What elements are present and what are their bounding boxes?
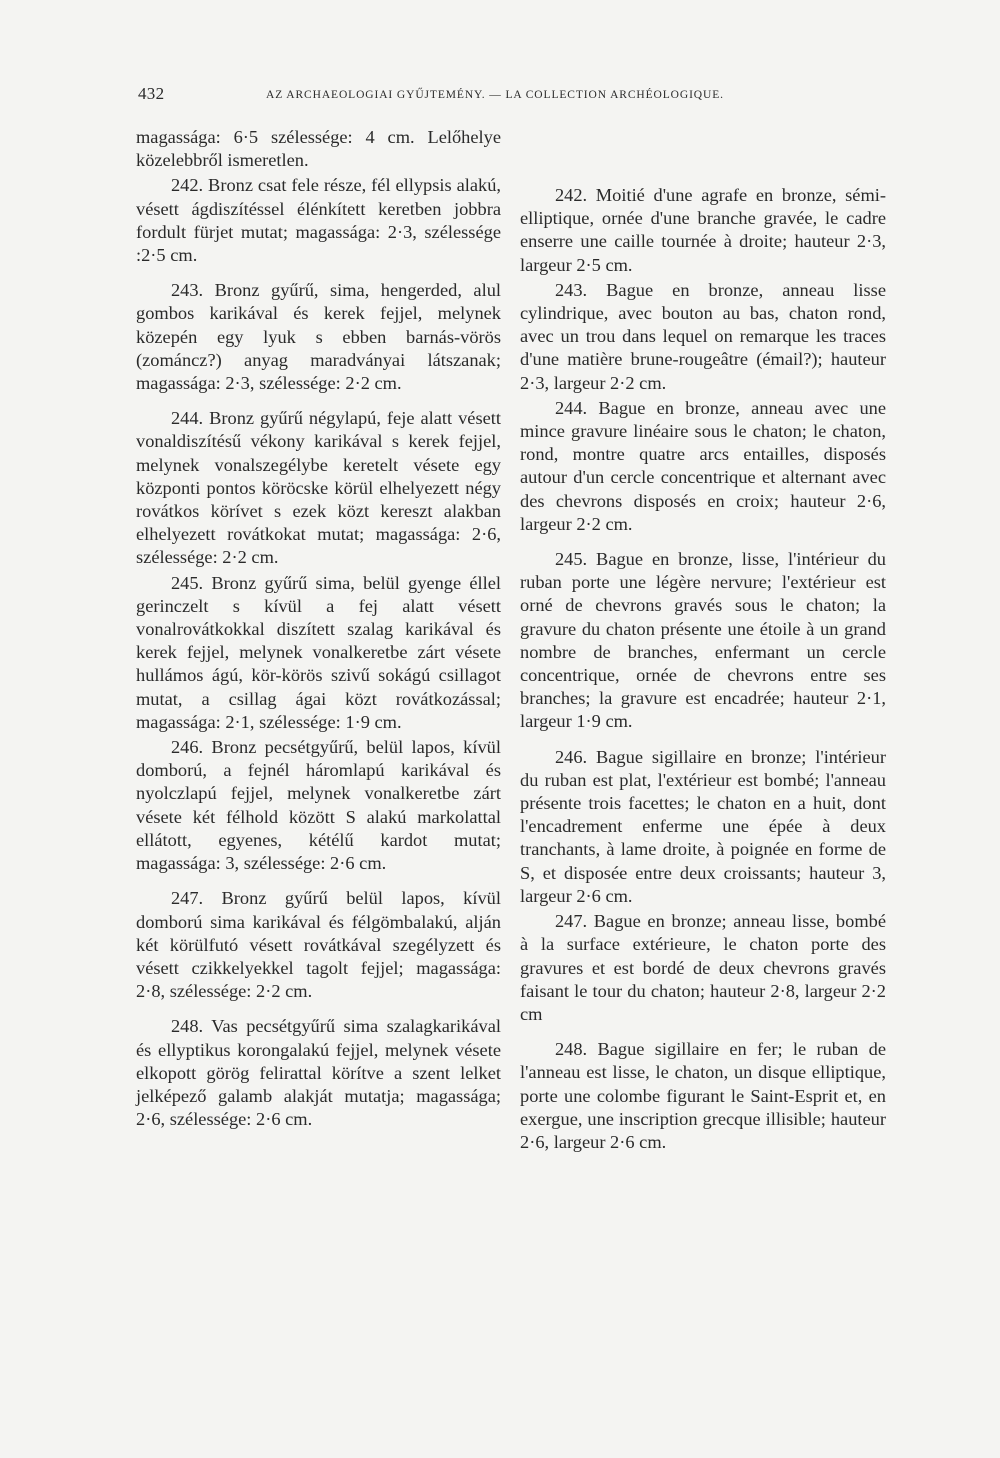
page-header (138, 84, 898, 108)
hungarian-column (136, 126, 501, 1143)
hu-entry-248: 248. Vas pecsétgyűrű sima szalagkarikával és ellyptikus korongalakú fejjel, melynek vésete elkopott görög felirattal körítve a szent lelket jelképező galamb alakját mutatja; magassága; 2·6, szélessége: 2·6 cm. (136, 1016, 501, 1130)
hu-continuation: magassága: 6·5 szélessége: 4 cm. Lelőhelye közelebbről ismeretlen. (136, 127, 501, 171)
fr-entry-248: 248. Bague sigillaire en fer; le ruban de l'anneau est lisse, le chaton, un disque elliptique, porte une colombe figurant le Saint-Esprit et, en exergue, une inscription grecque illisible; hauteur 2·6, largeur 2·6 cm. (520, 1039, 886, 1152)
hu-entry-243: 243. Bronz gyűrű, sima, hengerded, alul gombos karikával és kerek fejjel, melynek közepén egy lyuk s ebben barnás-vörös (zománcz?) anyag maradványai látszanak; magassága: 2·3, szélessége: 2·2 cm. (136, 280, 501, 394)
fr-entry-247: 247. Bague en bronze; anneau lisse, bombé à la surface extérieure, le chaton porte des gravures et est bordé de deux chevrons gravés faisant le tour du chaton; hauteur 2·8, largeur 2·2 cm (520, 911, 886, 1024)
hu-entry-245: 245. Bronz gyűrű sima, belül gyenge éllel gerinczelt s kívül a fej alatt vésett vonalrovátkokkal diszített szalag karikával és kerek fejjel, melynek vonalkeretbe zárt vésete hullámos ágú, kör-körös szivű sokágú csillagot mutat, a csillag ágai közt rovátkozással; magassága: 2·1, szélessége: 1·9 cm. (136, 572, 501, 732)
fr-entry-244: 244. Bague en bronze, anneau avec une mince gravure linéaire sous le chaton; le chaton, rond, montre quatre arcs entailles, disposés autour d'un cercle concentrique et alternant avec des chevrons disposés en croix; hauteur 2·6, largeur 2·2 cm. (520, 397, 886, 534)
running-head: AZ ARCHAEOLOGIAI GYŰJTEMÉNY. — LA COLLECTION ARCHÉOLOGIQUE. (266, 89, 724, 101)
hu-entry-246: 246. Bronz pecsétgyűrű, belül lapos, kívül domború, a fejnél háromlapú karikával és nyolczlapú fejjel, melynek vonalkeretbe zárt vésete két félhold között S alakú markolattal ellátott, egyenes, kétélű kardot mutat; magassága: 3, szélessége: 2·6 cm. (136, 737, 501, 874)
hu-entry-242: 242. Bronz csat fele része, fél ellypsis alakú, vésett ágdiszítéssel élénkített keretben jobbra fordult fürjet mutat; magassága: 2·3, szélessége :2·5 cm. (136, 175, 501, 266)
french-column (520, 184, 886, 1166)
fr-entry-246: 246. Bague sigillaire en bronze; l'intérieur du ruban est plat, l'extérieur est bombé; l'anneau présente trois facettes; le chaton en a huit, dont l'encadrement enferme une épée à deux tranchants, à lame droite, à poignée en forme de S, et disposée entre deux croissants; hauteur 3, largeur 2·6 cm. (520, 746, 886, 906)
page-number: 432 (138, 84, 165, 103)
fr-entry-245: 245. Bague en bronze, lisse, l'intérieur du ruban porte une légère nervure; l'extérieur est orné de chevrons gravés sous le chaton; la gravure du chaton présente une étoile à un grand nombre de branches, enfermant un cercle concentrique, ornée de chevrons entre ses branches; la gravure est encadrée; hauteur 2·1, largeur 1·9 cm. (520, 549, 886, 732)
fr-entry-242: 242. Moitié d'une agrafe en bronze, sémi-elliptique, ornée d'une branche gravée, le cadre enserre une caille tournée à droite; hauteur 2·3, largeur 2·5 cm. (520, 185, 886, 275)
hu-entry-247: 247. Bronz gyűrű belül lapos, kívül domború sima karikával és félgömbalakú, alján két körülfutó vésett rovátkával szegélyzett és vésett czikkelyekkel tagolt fejjel; magassága: 2·8, szélessége: 2·2 cm. (136, 888, 501, 1002)
fr-entry-243: 243. Bague en bronze, anneau lisse cylindrique, avec bouton au bas, chaton rond, avec un trou dans lequel on remarque les traces d'une matière brune-rougeâtre (émail?); hauteur 2·3, largeur 2·2 cm. (520, 279, 886, 393)
hu-entry-244: 244. Bronz gyűrű négylapú, feje alatt vésett vonaldiszítésű vékony karikával s kerek fejjel, melynek vonalszegélybe keretelt vésete egy központi pontos köröcske körül elhelyezett négy rovátkos körívet s ezek közt kereszt alakban elhelyezett rovátkokat mutat; magassága: 2·6, szélessége: 2·2 cm. (136, 408, 501, 568)
